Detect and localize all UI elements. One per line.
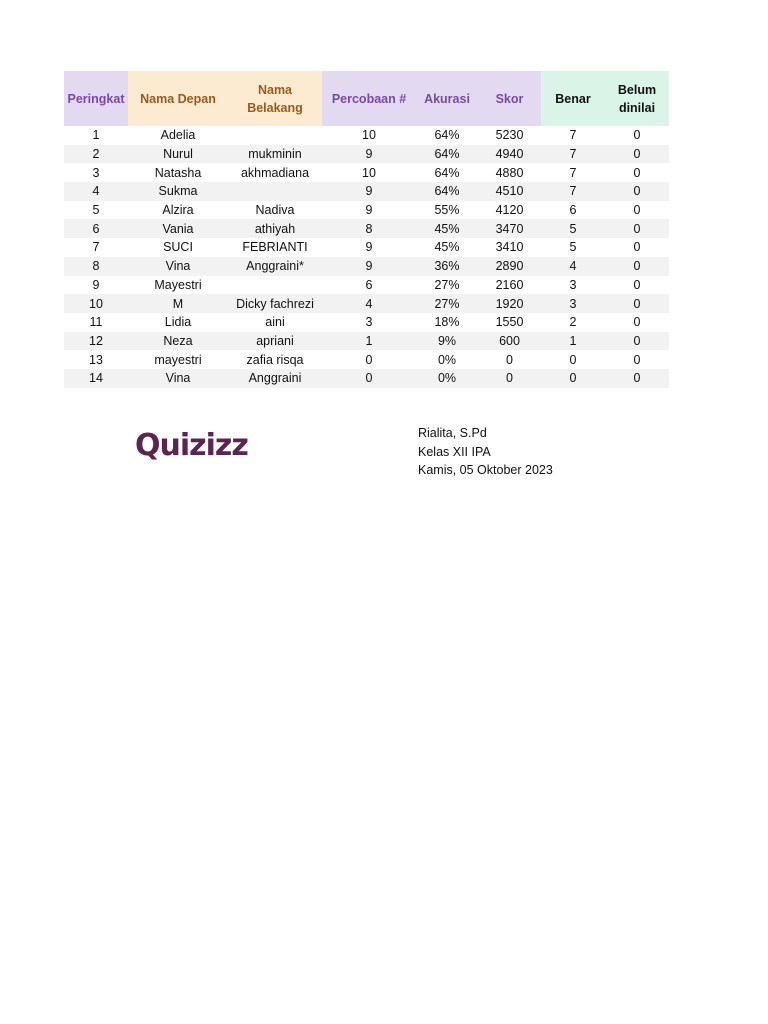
quizizz-logo: Quizizz bbox=[135, 428, 248, 463]
cell-score: 4940 bbox=[478, 145, 541, 164]
cell-attempts: 3 bbox=[365, 315, 373, 330]
header-ungraded-line1: Belum bbox=[617, 82, 657, 97]
cell-correct: 3 bbox=[541, 294, 605, 313]
cell-last-name: Anggraini bbox=[228, 369, 322, 388]
cell-first-name: Natasha bbox=[154, 165, 202, 180]
header-first-name: Nama Depan bbox=[128, 71, 228, 126]
cell-rank: 6 bbox=[64, 219, 128, 238]
cell-last-name bbox=[228, 182, 322, 201]
leaderboard-table bbox=[64, 71, 669, 388]
cell-score: 3470 bbox=[478, 219, 541, 238]
cell-attempts: 9 bbox=[365, 203, 373, 218]
cell-correct: 7 bbox=[569, 165, 577, 180]
cell-score: 0 bbox=[478, 369, 541, 388]
table-row bbox=[64, 145, 669, 164]
cell-correct: 3 bbox=[569, 277, 577, 292]
cell-ungraded: 0 bbox=[605, 369, 669, 388]
cell-score: 2890 bbox=[478, 257, 541, 276]
cell-first-name: Vania bbox=[128, 219, 228, 238]
cell-attempts: 1 bbox=[322, 332, 416, 351]
cell-last-name bbox=[228, 276, 322, 295]
cell-rank: 7 bbox=[92, 240, 100, 255]
cell-rank: 9 bbox=[92, 277, 100, 292]
cell-score: 0 bbox=[506, 352, 513, 367]
cell-first-name: Vina bbox=[128, 369, 228, 388]
cell-ungraded: 0 bbox=[633, 165, 641, 180]
header-row bbox=[64, 71, 669, 126]
cell-accuracy: 45% bbox=[434, 240, 460, 255]
cell-first-name: Mayestri bbox=[154, 277, 202, 292]
cell-accuracy: 27% bbox=[434, 277, 460, 292]
table-row bbox=[64, 332, 669, 351]
cell-accuracy: 45% bbox=[416, 219, 478, 238]
cell-first-name: Vina bbox=[128, 257, 228, 276]
cell-score: 600 bbox=[478, 332, 541, 351]
cell-ungraded: 0 bbox=[605, 257, 669, 276]
cell-score: 1550 bbox=[495, 315, 524, 330]
report-info bbox=[418, 424, 553, 480]
cell-rank: 5 bbox=[92, 203, 100, 218]
cell-ungraded: 0 bbox=[633, 240, 641, 255]
cell-accuracy: 64% bbox=[416, 182, 478, 201]
cell-last-name: aini bbox=[265, 315, 285, 330]
cell-accuracy: 64% bbox=[416, 145, 478, 164]
cell-last-name: Nadiva bbox=[255, 203, 295, 218]
cell-attempts: 9 bbox=[322, 145, 416, 164]
cell-last-name bbox=[228, 126, 322, 145]
cell-ungraded: 0 bbox=[605, 294, 669, 313]
cell-correct: 0 bbox=[541, 369, 605, 388]
cell-first-name: Nurul bbox=[128, 145, 228, 164]
header-ungraded bbox=[605, 71, 669, 126]
cell-ungraded: 0 bbox=[633, 203, 641, 218]
cell-attempts: 6 bbox=[365, 277, 373, 292]
cell-first-name: Neza bbox=[128, 332, 228, 351]
cell-last-name: zafia risqa bbox=[246, 352, 304, 367]
cell-rank: 8 bbox=[64, 257, 128, 276]
cell-score: 4880 bbox=[495, 165, 524, 180]
cell-correct: 7 bbox=[541, 145, 605, 164]
cell-attempts: 4 bbox=[322, 294, 416, 313]
cell-first-name: SUCI bbox=[163, 240, 193, 255]
cell-rank: 1 bbox=[92, 128, 100, 143]
cell-attempts: 0 bbox=[322, 369, 416, 388]
cell-accuracy: 36% bbox=[416, 257, 478, 276]
cell-ungraded: 0 bbox=[633, 352, 641, 367]
cell-attempts: 0 bbox=[365, 352, 373, 367]
cell-accuracy: 55% bbox=[434, 203, 460, 218]
table-row bbox=[64, 257, 669, 276]
cell-last-name: apriani bbox=[228, 332, 322, 351]
table-row bbox=[64, 369, 669, 388]
cell-attempts: 9 bbox=[365, 240, 373, 255]
cell-score: 1920 bbox=[478, 294, 541, 313]
teacher-name: Rialita, S.Pd bbox=[418, 426, 487, 440]
cell-correct: 5 bbox=[569, 240, 577, 255]
cell-rank: 2 bbox=[64, 145, 128, 164]
cell-accuracy: 0% bbox=[416, 369, 478, 388]
header-ungraded-line2: dinilai bbox=[618, 100, 656, 115]
cell-accuracy: 18% bbox=[434, 315, 460, 330]
header-correct: Benar bbox=[541, 71, 605, 126]
cell-rank: 14 bbox=[64, 369, 128, 388]
cell-attempts: 10 bbox=[362, 165, 376, 180]
cell-last-name: akhmadiana bbox=[240, 165, 310, 180]
table-row bbox=[64, 238, 669, 257]
cell-rank: 12 bbox=[64, 332, 128, 351]
cell-accuracy: 0% bbox=[437, 352, 457, 367]
header-rank: Peringkat bbox=[64, 71, 128, 126]
cell-first-name: Alzira bbox=[162, 203, 194, 218]
cell-attempts: 9 bbox=[322, 182, 416, 201]
cell-correct: 4 bbox=[541, 257, 605, 276]
cell-attempts: 8 bbox=[322, 219, 416, 238]
cell-ungraded: 0 bbox=[633, 277, 641, 292]
header-last-name-line1: Nama bbox=[257, 82, 293, 97]
cell-accuracy: 27% bbox=[416, 294, 478, 313]
cell-correct: 5 bbox=[541, 219, 605, 238]
table-body bbox=[64, 126, 669, 388]
cell-attempts: 9 bbox=[322, 257, 416, 276]
table-row bbox=[64, 276, 669, 295]
cell-score: 5230 bbox=[495, 128, 524, 143]
table-row bbox=[64, 350, 669, 369]
cell-first-name: mayestri bbox=[154, 352, 202, 367]
cell-ungraded: 0 bbox=[605, 182, 669, 201]
table-row bbox=[64, 182, 669, 201]
cell-first-name: Lidia bbox=[164, 315, 192, 330]
cell-correct: 0 bbox=[569, 352, 577, 367]
cell-score: 2160 bbox=[495, 277, 524, 292]
cell-rank: 4 bbox=[64, 182, 128, 201]
cell-last-name: athiyah bbox=[228, 219, 322, 238]
table-row bbox=[64, 126, 669, 145]
cell-attempts: 10 bbox=[362, 128, 376, 143]
header-score: Skor bbox=[478, 71, 541, 126]
cell-ungraded: 0 bbox=[605, 332, 669, 351]
cell-first-name: Sukma bbox=[128, 182, 228, 201]
table-row bbox=[64, 313, 669, 332]
table-row bbox=[64, 163, 669, 182]
cell-score: 4120 bbox=[495, 203, 524, 218]
cell-rank: 13 bbox=[89, 352, 103, 367]
cell-rank: 3 bbox=[92, 165, 100, 180]
cell-last-name: Anggraini* bbox=[228, 257, 322, 276]
class-name: Kelas XII IPA bbox=[418, 444, 491, 459]
header-attempts: Percobaan # bbox=[322, 71, 416, 126]
cell-last-name: FEBRIANTI bbox=[242, 240, 308, 255]
header-last-name bbox=[228, 71, 322, 126]
header-accuracy: Akurasi bbox=[416, 71, 478, 126]
cell-accuracy: 64% bbox=[434, 128, 460, 143]
cell-accuracy: 64% bbox=[434, 165, 460, 180]
cell-ungraded: 0 bbox=[605, 145, 669, 164]
cell-rank: 10 bbox=[64, 294, 128, 313]
cell-rank: 11 bbox=[89, 315, 103, 330]
cell-first-name: Adelia bbox=[160, 128, 196, 143]
cell-score: 4510 bbox=[478, 182, 541, 201]
cell-score: 3410 bbox=[495, 240, 524, 255]
cell-ungraded: 0 bbox=[633, 315, 641, 330]
cell-last-name: Dicky fachrezi bbox=[228, 294, 322, 313]
cell-first-name: M bbox=[128, 294, 228, 313]
cell-last-name: mukminin bbox=[228, 145, 322, 164]
cell-correct: 7 bbox=[569, 128, 577, 143]
cell-correct: 7 bbox=[541, 182, 605, 201]
table-row bbox=[64, 219, 669, 238]
cell-correct: 2 bbox=[569, 315, 577, 330]
cell-ungraded: 0 bbox=[605, 219, 669, 238]
table-row bbox=[64, 201, 669, 220]
report-date: Kamis, 05 Oktober 2023 bbox=[418, 463, 553, 478]
table-row bbox=[64, 294, 669, 313]
cell-ungraded: 0 bbox=[633, 128, 641, 143]
header-last-name-line2: Belakang bbox=[247, 100, 303, 115]
cell-correct: 6 bbox=[569, 203, 577, 218]
cell-correct: 1 bbox=[541, 332, 605, 351]
cell-accuracy: 9% bbox=[416, 332, 478, 351]
